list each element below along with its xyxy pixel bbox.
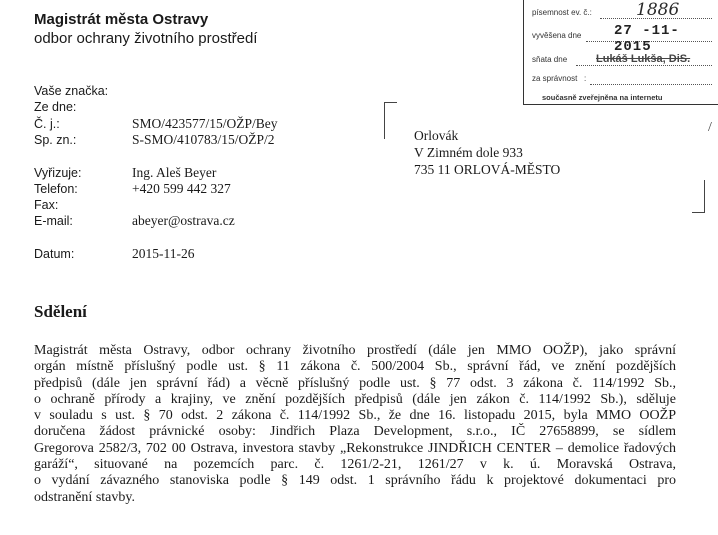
stamp-posted-label: vyvěšena dne [532, 31, 582, 40]
recipient-city: 735 11 ORLOVÁ-MĚSTO [414, 162, 561, 177]
meta-label-handled-by: Vyřizuje: [34, 166, 82, 180]
meta-value-email: abeyer@ostrava.cz [132, 213, 235, 228]
paragraph-line: o ochraně přírody a krajiny, ve znění pozdějších předpisů (dále jen zákon č. 114/1992 Sb.), sděluje [34, 391, 676, 407]
stamp-colon: : [584, 74, 587, 83]
paragraph-line-wrapped: Gregorova 2582/3, 702 00 Ostrava, investora stavby „Rekonstrukce JINDŘICH CENTER – demolice řadových garáží“, situované na pozemcích parc. č. 1261/2-21, 1261/27 v k. ú. Moravská Ostrava, [34, 440, 676, 473]
registry-stamp [523, 0, 718, 105]
address-bracket-top-left [384, 102, 397, 139]
section-title: Sdělení [34, 302, 87, 321]
department-name: odbor ochrany životního prostředí [34, 30, 258, 47]
paragraph-line: Magistrát města Ostravy, odbor ochrany životního prostředí (dále jen MMO OOŽP), jako správní [34, 343, 676, 358]
meta-value-ref-number: SMO/423577/15/OŽP/Bey [132, 116, 278, 131]
recipient-name: Orlovák [414, 128, 459, 143]
recipient-street: V Zimném dole 933 [414, 145, 523, 160]
address-bracket-bottom-right [692, 180, 705, 213]
meta-label-file-number: Sp. zn.: [34, 133, 77, 147]
meta-label-date-of: Ze dne: [34, 100, 77, 114]
paragraph-line: doručena žádost právnické osoby: Jindřich Plaza Development, s.r.o., IČ 27658899, se sídlem [34, 424, 676, 440]
paragraph-line: orgán místně příslušný podle ust. § 11 zákona č. 500/2004 Sb., správní řád, ve znění pozdějších [34, 359, 676, 375]
stamp-line [576, 65, 712, 66]
meta-label-email: E-mail: [34, 214, 73, 228]
meta-label-ref-number: Č. j.: [34, 117, 60, 131]
stamp-correctness-label: za správnost [532, 74, 578, 83]
meta-label-fax: Fax: [34, 198, 59, 212]
paragraph-line-last: odstranění stavby. [34, 489, 135, 505]
stamp-received-label: písemnost ev. č.: [532, 8, 592, 17]
paragraph-line: předpisů (dále jen správní řád) a věcně příslušný podle ust. § 77 odst. 3 zákona č. 114/1992 Sb., [34, 375, 676, 391]
paragraph-line: v souladu s ust. § 70 odst. 2 zákona č. 114/1992 Sb., že dne 16. listopadu 2015, byla MMO OOŽP [34, 408, 676, 424]
paragraph-line: o vydání závazného stanoviska podle § 149 odst. 1 správního řádu k projektové dokumentaci pro [34, 473, 676, 489]
stamp-removed-label: sňata dne [532, 55, 568, 64]
stamp-removed-by: Lukáš Lukša, DiS. [596, 53, 691, 65]
meta-label-your-ref: Vaše značka: [34, 84, 109, 98]
meta-label-date: Datum: [34, 247, 75, 261]
meta-value-handled-by: Ing. Aleš Beyer [132, 165, 217, 180]
stamp-posted-date: 27 -11- 2015 [614, 23, 680, 55]
body-paragraph [34, 343, 676, 506]
stamp-line [590, 84, 712, 85]
meta-value-phone: +420 599 442 327 [132, 181, 231, 196]
meta-value-date: 2015-11-26 [132, 246, 195, 261]
office-name: Magistrát města Ostravy [34, 11, 209, 28]
stamp-received-number: 1886 [636, 0, 680, 20]
meta-label-phone: Telefon: [34, 182, 78, 196]
meta-value-file-number: S-SMO/410783/15/OŽP/2 [132, 132, 275, 147]
margin-mark: / [708, 120, 712, 135]
stamp-footer: současně zveřejněna na internetu [542, 93, 663, 102]
